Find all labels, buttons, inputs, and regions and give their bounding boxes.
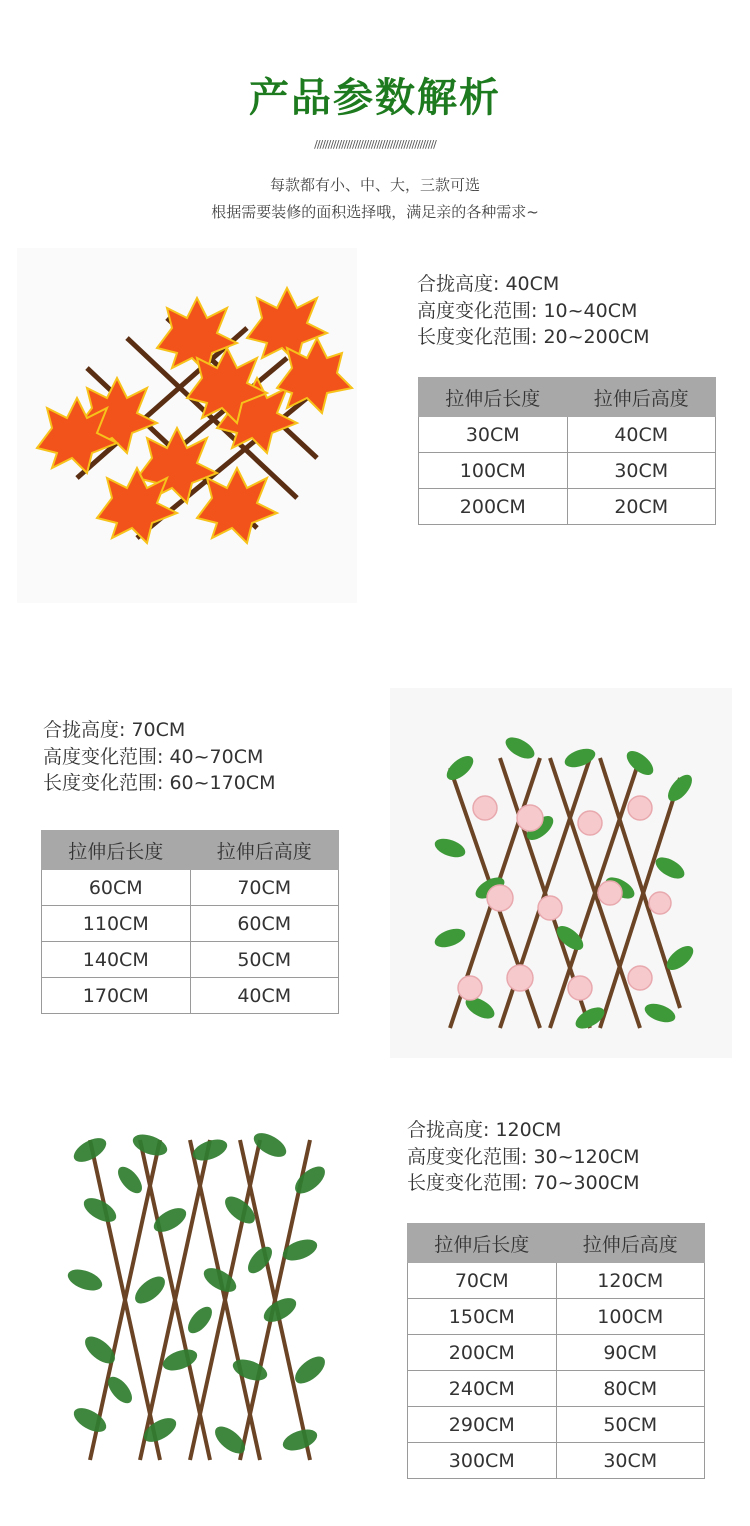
table-row	[408, 1407, 705, 1443]
column-header-height: 拉伸后高度	[190, 831, 339, 870]
product-image-green-leaf	[60, 1120, 340, 1475]
table-cell: 200CM	[419, 489, 568, 525]
length-range: 长度变化范围: 20~200CM	[417, 326, 650, 348]
table-row	[42, 906, 339, 942]
table-row	[408, 1263, 705, 1299]
column-header-length: 拉伸后长度	[42, 831, 191, 870]
table-row	[419, 453, 716, 489]
table-row	[408, 1443, 705, 1479]
table-row	[419, 489, 716, 525]
table-row	[408, 1299, 705, 1335]
table-cell: 60CM	[42, 870, 191, 906]
closed-height: 合拢高度: 70CM	[43, 719, 186, 741]
product-3-size-table	[407, 1223, 705, 1479]
closed-height: 合拢高度: 120CM	[407, 1119, 562, 1141]
title-divider: /////////////////////////////////////////////	[314, 138, 436, 151]
table-cell: 80CM	[556, 1371, 705, 1407]
table-cell: 110CM	[42, 906, 191, 942]
product-1-specs	[417, 271, 649, 351]
table-cell: 50CM	[556, 1407, 705, 1443]
table-cell: 170CM	[42, 978, 191, 1014]
height-range: 高度变化范围: 40~70CM	[43, 745, 264, 768]
table-cell: 120CM	[556, 1263, 705, 1299]
table-cell: 240CM	[408, 1371, 557, 1407]
table-row	[408, 1335, 705, 1371]
table-header-row	[408, 1224, 705, 1263]
table-cell: 40CM	[567, 417, 716, 453]
product-image-red-maple	[17, 248, 357, 603]
product-2-size-table	[41, 830, 339, 1014]
table-row	[419, 417, 716, 453]
product-3-specs	[407, 1117, 639, 1197]
column-header-height: 拉伸后高度	[567, 378, 716, 417]
table-row	[42, 978, 339, 1014]
closed-height: 合拢高度: 40CM	[417, 273, 560, 295]
table-cell: 100CM	[556, 1299, 705, 1335]
page-title: 产品参数解析	[249, 75, 501, 121]
table-cell: 300CM	[408, 1443, 557, 1479]
table-cell: 140CM	[42, 942, 191, 978]
length-range: 长度变化范围: 70~300CM	[407, 1172, 640, 1194]
table-cell: 60CM	[190, 906, 339, 942]
height-range: 高度变化范围: 30~120CM	[407, 1145, 640, 1168]
table-cell: 30CM	[556, 1443, 705, 1479]
table-header-row	[42, 831, 339, 870]
table-header-row	[419, 378, 716, 417]
height-range: 高度变化范围: 10~40CM	[417, 299, 638, 322]
table-cell: 70CM	[408, 1263, 557, 1299]
product-image-pink-rose	[390, 688, 732, 1058]
table-cell: 70CM	[190, 870, 339, 906]
length-range: 长度变化范围: 60~170CM	[43, 772, 276, 794]
table-row	[42, 942, 339, 978]
table-row	[408, 1371, 705, 1407]
column-header-height: 拉伸后高度	[556, 1224, 705, 1263]
table-cell: 90CM	[556, 1335, 705, 1371]
column-header-length: 拉伸后长度	[408, 1224, 557, 1263]
product-1-size-table	[418, 377, 716, 525]
table-cell: 290CM	[408, 1407, 557, 1443]
table-cell: 30CM	[419, 417, 568, 453]
subtitle-line-1: 每款都有小、中、大，三款可选	[269, 176, 480, 194]
table-cell: 30CM	[567, 453, 716, 489]
product-2-specs	[43, 717, 275, 797]
column-header-length: 拉伸后长度	[419, 378, 568, 417]
table-cell: 100CM	[419, 453, 568, 489]
table-cell: 50CM	[190, 942, 339, 978]
table-cell: 20CM	[567, 489, 716, 525]
subtitle-line-2: 根据需要装修的面积选择哦，满足亲的各种需求~	[211, 203, 539, 221]
table-cell: 40CM	[190, 978, 339, 1014]
table-row	[42, 870, 339, 906]
table-cell: 200CM	[408, 1335, 557, 1371]
table-cell: 150CM	[408, 1299, 557, 1335]
